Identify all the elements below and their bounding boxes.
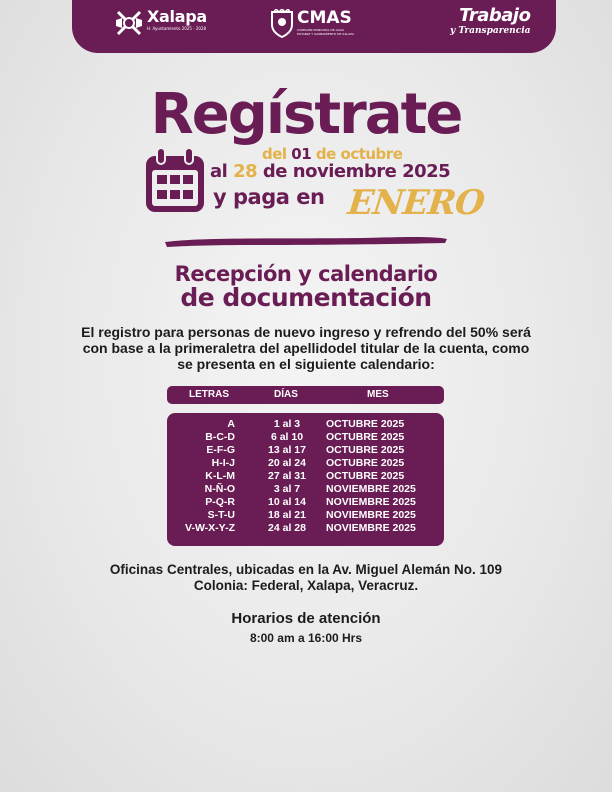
table-row: [167, 431, 444, 444]
cell-letras: B-C-D: [205, 431, 235, 443]
cell-letras: K-L-M: [205, 470, 235, 482]
xalapa-subtitle: H. Ayuntamiento 2025 - 2028: [147, 26, 207, 31]
xalapa-logo: [114, 8, 207, 38]
cell-mes: OCTUBRE 2025: [326, 457, 405, 469]
cell-mes: OCTUBRE 2025: [326, 431, 405, 443]
date-line-end: [210, 161, 450, 182]
date-end-month: de noviembre 2025: [257, 161, 451, 182]
subtitle-line1: Recepción y calendario: [174, 262, 438, 286]
date-end-day: 28: [233, 161, 258, 182]
header-mes: MES: [367, 389, 389, 400]
cell-dias: 18 al 21: [268, 509, 306, 521]
brush-stroke-divider: [163, 233, 449, 249]
header-bar: [72, 0, 556, 53]
intro-line2: con base a la primeraletra del apellidodel titular de la cuenta, como: [82, 340, 530, 356]
cell-dias: 13 al 17: [268, 444, 306, 456]
table-row: [167, 457, 444, 470]
hours-title: Horarios de atención: [231, 610, 381, 627]
xalapa-name: Xalapa: [147, 7, 207, 26]
cmas-logo: [270, 9, 355, 39]
cell-letras: N-Ñ-O: [204, 483, 235, 495]
header-letras: LETRAS: [189, 389, 229, 400]
cmas-shield-icon: [270, 9, 294, 39]
cell-letras: H-I-J: [211, 457, 235, 469]
table-row: [167, 470, 444, 483]
intro-paragraph: [52, 324, 560, 372]
cell-mes: NOVIEMBRE 2025: [326, 483, 416, 495]
table-row: [167, 418, 444, 431]
date-end-prefix: al: [210, 161, 234, 182]
office-address: [0, 562, 612, 594]
table-row: [167, 509, 444, 522]
intro-line1: El registro para personas de nuevo ingreso y refrendo del 50% será: [81, 324, 531, 340]
cell-dias: 24 al 28: [268, 522, 306, 534]
calendar-table: [167, 413, 444, 546]
cell-dias: 3 al 7: [273, 483, 301, 495]
trabajo-line1: Trabajo: [459, 5, 531, 26]
address-line1: Oficinas Centrales, ubicadas en la Av. Miguel Alemán No. 109: [109, 562, 503, 577]
cell-dias: 10 al 14: [268, 496, 306, 508]
cell-letras: V-W-X-Y-Z: [185, 522, 235, 534]
date-start-prefix: del: [262, 145, 292, 163]
registrate-title: Regístrate: [150, 82, 462, 147]
cell-dias: 20 al 24: [268, 457, 306, 469]
cell-letras: E-F-G: [206, 444, 235, 456]
header-dias: DÍAS: [274, 389, 298, 400]
trabajo-line2: y Transparencia: [450, 26, 531, 36]
cell-letras: A: [227, 418, 235, 430]
enero-text: ENERO: [345, 183, 486, 223]
cell-letras: S-T-U: [207, 509, 235, 521]
cell-mes: NOVIEMBRE 2025: [326, 522, 416, 534]
paga-en-text: y paga en: [213, 185, 325, 209]
trabajo-logo: [440, 6, 530, 36]
cmas-subtitle: COMISIÓN MUNICIPAL DE AGUA POTABLE Y SANEAMIENTO DE XALAPA: [297, 28, 354, 36]
cell-mes: NOVIEMBRE 2025: [326, 509, 416, 521]
cell-mes: NOVIEMBRE 2025: [326, 496, 416, 508]
date-start-month: de octubre: [311, 145, 403, 163]
table-header: [167, 386, 444, 404]
cell-dias: 6 al 10: [270, 431, 304, 443]
date-start-day: 01: [291, 145, 312, 163]
address-line2: Colonia: Federal, Xalapa, Veracruz.: [193, 578, 419, 593]
cell-mes: OCTUBRE 2025: [326, 470, 405, 482]
table-row: [167, 496, 444, 509]
hours-time: 8:00 am a 16:00 Hrs: [249, 631, 363, 645]
calendar-icon: [144, 146, 206, 214]
cell-mes: OCTUBRE 2025: [326, 418, 405, 430]
subtitle-line2: de documentación: [180, 283, 432, 312]
table-row: [167, 483, 444, 496]
cell-letras: P-Q-R: [205, 496, 235, 508]
cell-dias: 1 al 3: [273, 418, 301, 430]
cmas-name: CMAS: [297, 8, 352, 28]
cell-dias: 27 al 31: [268, 470, 306, 482]
cell-mes: OCTUBRE 2025: [326, 444, 405, 456]
table-row: [167, 522, 444, 535]
intro-line3: se presenta en el siguiente calendario:: [177, 356, 435, 372]
xalapa-emblem-icon: [114, 8, 144, 38]
table-row: [167, 444, 444, 457]
